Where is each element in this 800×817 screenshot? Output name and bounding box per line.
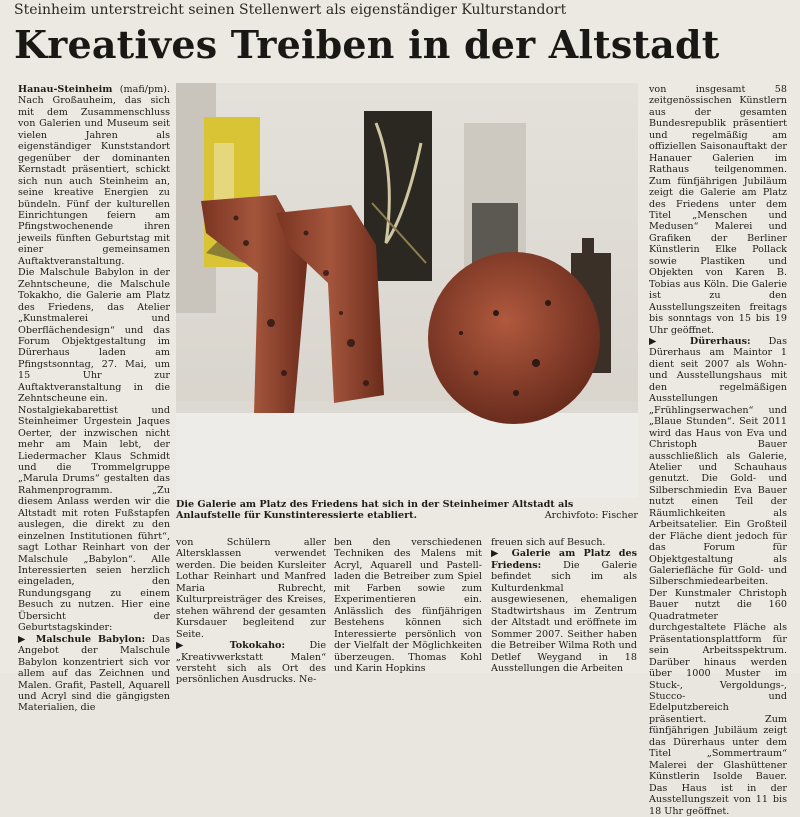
lead-paragraph: Hanau-Steinheim (mafi/pm). Nach Großauheim, das sich mit dem Zusammenschluss von Galerien und Museum seit vielen Jahren als eigenständiger Kunststandort gegenüber der dominanten Kernstadt präsentiert, schickt sich nun auch Steinheim an, seine kreative Energien zu bündeln. Fünf der kulturellen Einrichtungen feiern am Pfingstwochenende ihren jeweils fünften Geburtstag mit einer gemeinsamen Auftaktveranstaltung. <box>18 84 170 267</box>
paragraph: von insgesamt 58 zeitgenössischen Künstlern aus der gesamten Bundesrepublik präsentiert und regelmäßig am offiziellen Saisonauftakt der Hanauer Galerien im Rathaus teilgenommen. Zum fünfjährigen Jubiläum zeigt die Galerie am Platz des Friedens unter dem Titel „Menschen und Medusen“ Malerei und Grafiken der Berliner Künstlerin Elke Pollack sowie Plastiken und Objekten von Karen B. Tobias aus Köln. Die Galerie ist zu den Ausstellungszeiten freitags bis sonntags von 15 bis 19 Uhr geöffnet. <box>649 84 787 336</box>
column-3 <box>334 537 482 674</box>
column-1 <box>18 84 170 714</box>
paragraph: ▶ Dürerhaus: Das Dürerhaus am Maintor 1 dient seit 2007 als Wohn- und Ausstellungshaus mit den regelmäßigen Ausstellungen „Frühlingserwachen“ und „Blaue Stunden“. Seit 2011 wird das Haus von Eva und Christoph Bauer ausschließlich als Galerie, Atelier und Schauhaus genutzt. Die Gold- und Silberschmiedin Eva Bauer nutzt einen Teil der Räumlichkeiten als Arbeitsatelier. Ein Großteil der Fläche dient jedoch für das Forum für Objektgestaltung als Galeriefläche für Gold- und Silberschmiedearbeiten. <box>649 335 787 588</box>
sculpture-image <box>176 83 638 498</box>
paragraph: Die Malschule Babylon in der Zehntscheune, die Malschule Tokakho, die Galerie am Platz des Friedens, das Atelier „Kunstmalerei und Oberflächendesign“ und das Forum Objektgestaltung im Dürerhaus laden am Pfingstsonntag, 27. Mai, um 15 Uhr zur Auftaktveranstaltung in die Zehntscheune ein. <box>18 267 170 405</box>
column-3b <box>491 537 637 674</box>
column-2 <box>176 537 326 686</box>
paragraph: freuen sich auf Besuch. <box>491 537 606 548</box>
section-head-tokokaho: ▶ Tokokaho: <box>176 640 285 652</box>
paragraph: ▶ Galerie am Platz des Friedens: Die Galerie befindet sich im als Kulturdenkmal ausgewiesenen, ehemaligen Stadtwirtshaus im Zentrum der Altstadt und eröffnete im Sommer 2007. Seither haben die Betreiber Wilma Roth und Detlef Weygand in 18 Ausstellungen die Arbeiten <box>491 548 637 674</box>
photo-credit: Archivfoto: Fischer <box>544 510 638 522</box>
gallery-photo <box>176 83 638 498</box>
photo-caption: Die Galerie am Platz des Friedens hat sich in der Steinheimer Altstadt als Anlaufstelle für Kunstinteressierte etabliert. Archivfoto: Fischer <box>176 499 638 522</box>
kicker-line: Steinheim unterstreicht seinen Stellenwert als eigenständiger Kulturstandort <box>14 2 567 18</box>
dateline: Hanau-Steinheim <box>18 84 113 95</box>
paragraph: ben den verschiedenen Techniken des Malens mit Acryl, Aquarell und Pastell-laden die Betreiber zum Spiel mit Farben sowie zum Experimentieren ein. Anlässlich des fünfjährigen Bestehens können sich Interessierte persönlich von der Vielfalt der Möglichkeiten überzeugen. Thomas Kohl und Karin Hopkins <box>334 537 482 674</box>
section-head-malschule-babylon: ▶ Malschule Babylon: <box>18 633 146 645</box>
section-head-galerie: ▶ Galerie am Platz des Friedens: <box>491 548 637 571</box>
author-tag: (mafi/pm). <box>112 84 170 95</box>
section-head-duererhaus: ▶ Dürerhaus: <box>649 335 751 347</box>
paragraph: Nostalgiekabarettist und Steinheimer Urgestein Jaques Oerter, der inzwischen nicht mehr am Main lebt, der Liedermacher Klaus Schmidt und die Trommelgruppe „Marula Drums“ gestalten das Rahmenprogramm. „Zu diesem Anlass werden wir die Altstadt mit roten Fußstapfen auslegen, die direkt zu den einzelnen Institutionen führt“, sagt Lothar Reinhart von der Malschule „Babylon“. Alle Interessierten seien herzlich eingeladen, den Rundungsgang zu einem Besuch zu nutzen. Hier eine Übersicht der Geburtstagskinder: <box>18 404 170 634</box>
paragraph: Der Kunstmaler Christoph Bauer nutzt die 160 Quadratmeter durchgestaltete Fläche als Präsentationsplattform für sein Arbeitsspektrum. Darüber hinaus werden über 1000 Muster im Stuck-, Vergoldungs-, Stucco- und Edelputzbereich präsentiert. Zum fünfjährigen Jubiläum zeigt das Dürerhaus unter dem Titel „Sommertraum“ Malerei der Glashüttener Künstlerin Isolde Bauer. Das Haus ist in der Ausstellungszeit von 11 bis 18 Uhr geöffnet. <box>649 587 787 817</box>
column-4 <box>649 84 787 817</box>
paragraph: ▶ Malschule Babylon: Das Angebot der Malschule Babylon konzentriert sich vor allem auf das Zeichnen und Malen. Grafit, Pastell, Aquarell und Acryl sind die gängigsten Materialien, die <box>18 633 170 714</box>
paragraph: ▶ Tokokaho: Die „Kreativwerkstatt Malen“ versteht sich als Ort des persönlichen Ausdrucks. Ne- <box>176 640 326 686</box>
headline: Kreatives Treiben in der Altstadt <box>14 22 720 67</box>
paragraph: von Schülern aller Altersklassen verwendet werden. Die beiden Kursleiter Lothar Reinhart und Manfred Maria Rubrecht, Kulturpreisträger des Kreises, stehen während der gesamten Kursdauer begleitend zur Seite. <box>176 537 326 640</box>
